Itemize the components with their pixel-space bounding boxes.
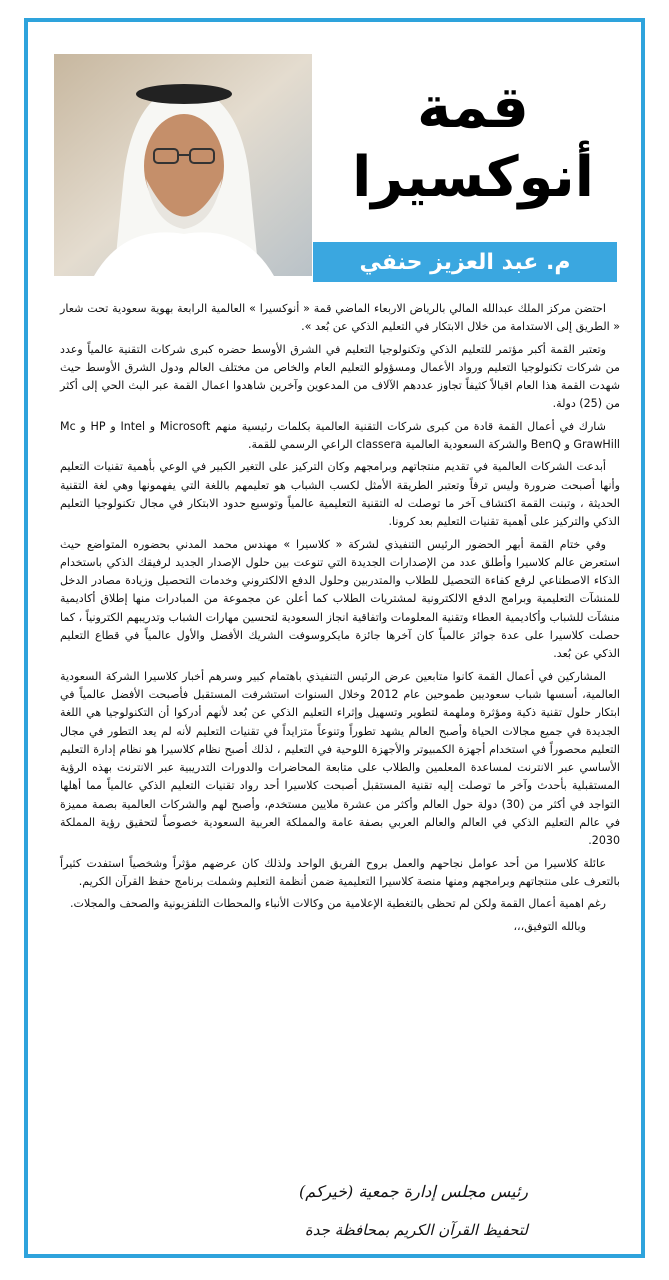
- paragraph-3: شارك في أعمال القمة قادة من كبرى شركات التقنية العالمية بكلمات رئيسية منهم Microsoft و Intel و HP و Mc GrawHill و BenQ والشركة السعودية العالمية classera الراعي الرسمي للقمة.: [60, 419, 620, 452]
- paragraph-8: رغم اهمية أعمال القمة ولكن لم تحظى بالتغطية الإعلامية من وكالات الأنباء والمحطات التلفزيونية والصحف والمجلات.: [70, 897, 606, 911]
- author-photo: [54, 54, 312, 276]
- article-body: [60, 300, 620, 940]
- article-frame: [24, 18, 645, 1258]
- paragraph-1: احتضن مركز الملك عبدالله المالي بالرياض الاربعاء الماضي قمة « أنوكسيرا » العالمية الرابعة بهوية سعودية تحت شعار « الطريق إلى الاستدامة من خلال الابتكار في التعليم الذكي عن بُعد ».: [60, 302, 620, 334]
- signature-organization: لتحفيظ القرآن الكريم بمحافظة جدة: [304, 1221, 528, 1239]
- signature-title: رئيس مجلس إدارة جمعية (خيركم): [298, 1182, 528, 1201]
- headline-line-1: قمة: [416, 73, 530, 141]
- article-headline: [328, 72, 618, 214]
- paragraph-7: عائلة كلاسيرا من أحد عوامل نجاحهم والعمل بروح الفريق الواحد ولذلك كان عرضهم مؤثراً وشخصياً استفدت كثيراً بالتعرف على منتجاتهم وبرامجهم ومنها منصة كلاسيرا التعليمية ضمن أنظمة التعليم وشملت برنامج حفظ القرآن الكريم.: [60, 856, 620, 888]
- closing-line: وبالله التوفيق،،،: [513, 919, 586, 933]
- author-band: م. عبد العزيز حنفي: [313, 242, 617, 282]
- signature-block: [88, 1182, 528, 1239]
- headline-line-2: أنوكسيرا: [352, 145, 594, 210]
- paragraph-4: أبدعت الشركات العالمية في تقديم منتجاتهم وبرامجهم وكان التركيز على التغير الكبير في الوعي بأهمية تقنيات التعليم وأنها أصبحت ضرورة وليس ترفاً وتعتبر الطريقة الأمثل لكسب الشباب هو تعليمهم باللغة التي يفهمونها وهي لغة التقنية الحديثة ، وتبنت القمة اكتشاف آخر ما توصلت له التقنية التعليمية عالمياً وتوسيع حدود الابتكار في مجال تكنولوجيا التعليم الذكي والتركيز على أهمية تقنيات التعليم بعد كرونا.: [60, 460, 620, 529]
- paragraph-2: وتعتبر القمة أكبر مؤتمر للتعليم الذكي وتكنولوجيا التعليم في الشرق الأوسط حضره كبرى شركات التقنية عالمياً وعدد من شركات تكنولوجيا التعليم ورواد الأعمال ومسؤولو التعليم العام والخاص من مختلف العالم ودول الشرق الأوسط حيث شهدت القمة هذا العام اقبالاً كثيفاً تجاوز عددهم الآلاف من المدعوين وآخرين شاهدوا اعمال القمة عبر البث الحي إلى أكثر من (25) دولة.: [60, 342, 620, 411]
- paragraph-6: المشاركين في أعمال القمة كانوا متابعين عرض الرئيس التنفيذي باهتمام كبير وسرهم أخبار كلاسيرا الشركة السعودية العالمية، أسسها شباب سعوديين طموحين عام 2012 وخلال السنوات استشرفت المستقبل فأصبحت الأفضل عالمياً في ابتكار حلول تقنية ذكية ومؤثرة وملهمة لتطوير وتسهيل وإثراء التعليم الذكي عن بُعد لأنهم أدركوا أن التكنولوجيا هي اللغة الجديدة في جميع مجالات الحياة وأصبح العالم يشهد تطوراً وتنوعاً متزايداً في تقنيات التعليم لأنه لم يعد التطور في مجال التعليم محصوراً في استخدام أجهزة الكمبيوتر والأجهزة اللوحية في التعليم ، لذلك أصبح نظام كلاسيرا هو نظام إدارة التعليم الأساسي عبر الانترنت لمساعدة المعلمين والطلاب على متابعة المحاضرات والدورات التدريبية عبر الانترنت بهذه الرؤية المستقبلية بأحدث وآخر ما توصلت إليه تقنية المستقبل أصبحت كلاسيرا أحد رواد تقنيات التعليم الذكي عالمياً مما أهلها التواجد في أكثر من (30) دولة حول العالم وأكثر من عشرة ملايين مستخدم، وأصبح لهم والشركات العالمية بصمة مميزة في عالم التعليم الذكي في العالم والعالم العربي بصفة عامة والمملكة العربية السعودية خصوصاً لتحقيق رؤية المملكة 2030.: [60, 669, 620, 848]
- paragraph-5: وفي ختام القمة أبهر الحضور الرئيس التنفيذي لشركة « كلاسيرا » مهندس محمد المدني بحضوره المتواضع حيث استعرض عالم كلاسيرا وأطلق عدد من الإصدارات الجديدة التي تنوعت بين حلول الإصدار الجديد لرفيقك الذكي باستخدام الذكاء الاصطناعي لرفع كفاءة التحصيل للطلاب والمتدربين وحلول الدفع الالكتروني وخدمات التحصيل وزيادة مصادر الدخل للمنشآت التعليمية وبرامج الدفع الالكترونية لمشتريات الطلاب كما أعلن عن مجموعة من المبادرات منها إطلاق أكاديمية منشآت للشباب وأكاديمية العطاء وتقنية المعلومات واتفاقية انجاز السعودية لتحسين مهارات الشباب وتدريبهم الكترونياً ، كما حصلت كلاسيرا على عدة جوائز عالمياً كان آخرها جائزة مايكروسوفت الشريك الأفضل والأول عالمياً في قطاع التعليم الذكي عن بُعد.: [60, 537, 620, 661]
